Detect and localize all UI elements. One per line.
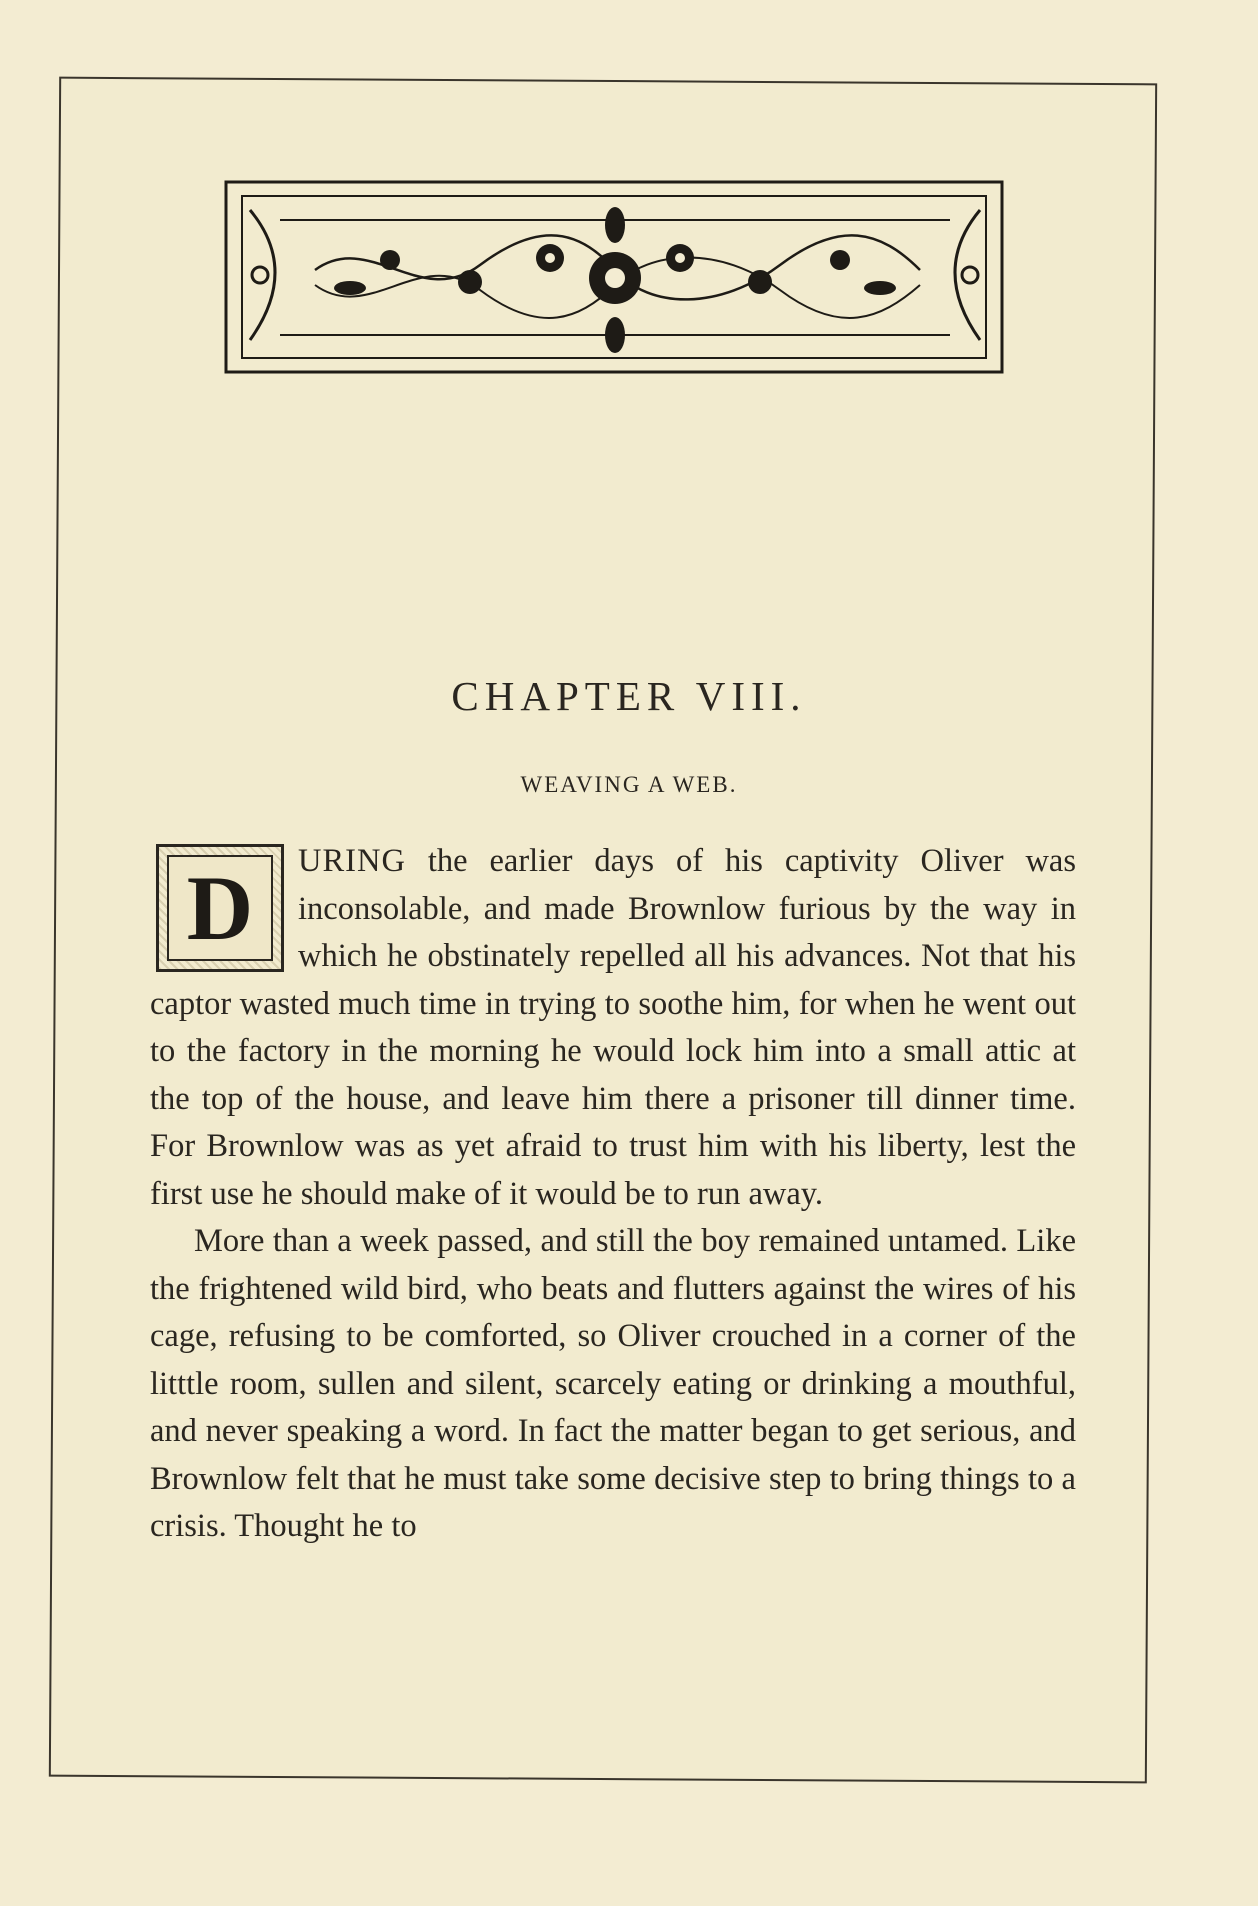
paragraph-1 xyxy=(150,838,1076,1218)
paragraph-2: More than a week passed, and still the boy remained untamed. Like the frightened wild bird, who beats and flutters against the wires of his cage, refusing to be comforted, so Oliver crouched in a corner of the litttle room, sullen and silent, scarcely eating or drinking a mouthful, and never speaking a word. In fact the matter began to get serious, and Brownlow felt that he must take some decisive step to bring things to a crisis. Thought he to xyxy=(150,1223,1076,1544)
floral-headpiece-ornament xyxy=(220,170,1010,385)
chapter-title: CHAPTER VIII. xyxy=(451,673,807,719)
body-text xyxy=(150,838,1076,1551)
first-word-rest: URING xyxy=(298,843,406,879)
drop-cap-letter: D xyxy=(186,857,254,959)
chapter-subtitle: WEAVING A WEB. xyxy=(520,772,738,797)
drop-cap-ornament xyxy=(156,844,284,972)
paragraph-1-text: the earlier days of his captivity Oliver was inconsolable, and made Brownlow furious by the way in which he obstinately repelled all his advances. Not that his captor wasted much time in trying to soothe him, for when he went out to the factory in the morning he would lock him into a small attic at the top of the house, and leave him there a prisoner till dinner time. For Brownlow was as yet afraid to trust him with his liberty, lest the first use he should make of it would be to run away. xyxy=(150,843,1076,1212)
